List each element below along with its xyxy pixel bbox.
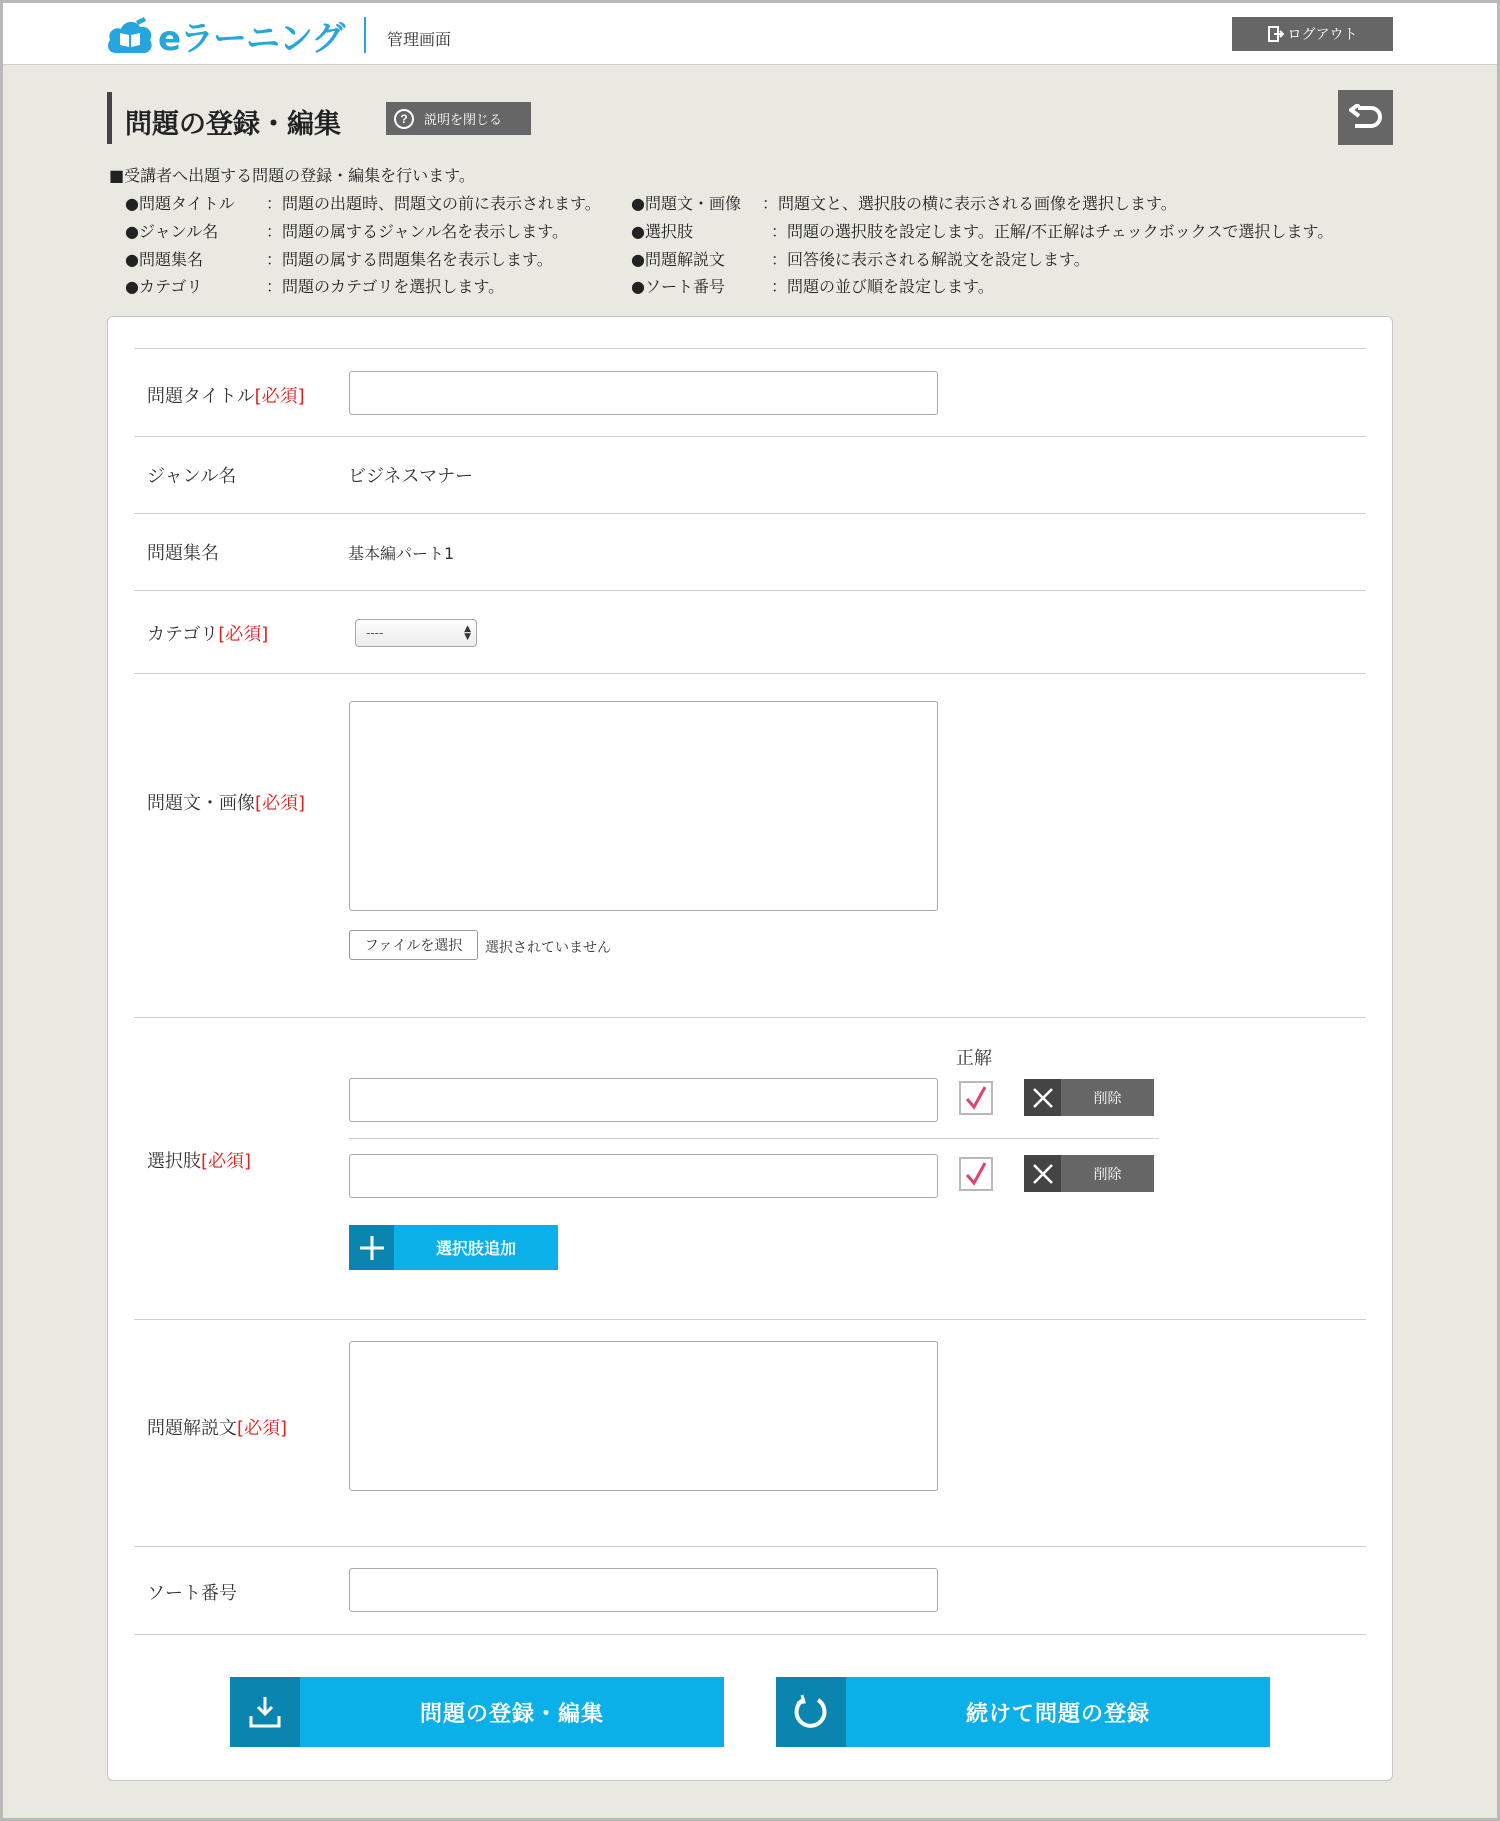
divider: [134, 590, 1366, 591]
divider: [134, 1546, 1366, 1547]
continue-register-button[interactable]: 続けて問題の登録: [776, 1677, 1270, 1747]
add-choice-button[interactable]: 選択肢追加: [349, 1225, 558, 1270]
genre-label: ジャンル名: [147, 466, 237, 487]
desc-item-genre: ●ジャンル名 ：問題の属するジャンル名を表示します。: [125, 222, 569, 241]
question-field-label: 問題文・画像[必須]: [147, 793, 306, 814]
file-select-button[interactable]: ファイルを選択: [349, 930, 478, 960]
required-mark: [必須]: [237, 1418, 288, 1439]
genre-value: ビジネスマナー: [348, 466, 474, 487]
sort-input[interactable]: [349, 1568, 938, 1612]
admin-label: 管理画面: [387, 30, 452, 49]
explanation-textarea[interactable]: [349, 1341, 938, 1491]
correct-header: 正解: [956, 1048, 992, 1069]
required-mark: [必須]: [255, 793, 306, 814]
logo-text: eラーニング: [158, 18, 345, 59]
close-icon: [1024, 1079, 1061, 1116]
desc-item-category: ●カテゴリ ：問題のカテゴリを選択します。: [125, 277, 505, 296]
delete-choice-button[interactable]: 削除: [1024, 1079, 1154, 1116]
collection-value: 基本編パート1: [348, 544, 455, 563]
close-icon: [1024, 1155, 1061, 1192]
logo[interactable]: [106, 13, 344, 57]
delete-choice-button[interactable]: 削除: [1024, 1155, 1154, 1192]
save-question-button[interactable]: 問題の登録・編集: [230, 1677, 724, 1747]
category-select[interactable]: ---- ▲ ▼: [355, 619, 477, 647]
desc-item-sort: ●ソート番号 ：問題の並び順を設定します。: [631, 277, 994, 296]
back-button[interactable]: [1338, 90, 1393, 145]
choice-input[interactable]: [349, 1154, 938, 1198]
close-help-label: 説明を閉じる: [424, 112, 503, 127]
return-arrow-icon: [1349, 104, 1383, 132]
logout-label: ログアウト: [1287, 26, 1358, 42]
desc-item-collection: ●問題集名 ：問題の属する問題集名を表示します。: [125, 250, 553, 269]
title-input[interactable]: [349, 371, 938, 415]
title-accent-bar: [107, 92, 112, 144]
choices-field-label: 選択肢[必須]: [147, 1151, 252, 1172]
checkmark-icon: [963, 1161, 989, 1187]
title-field-label: 問題タイトル[必須]: [147, 386, 305, 407]
question-textarea[interactable]: [349, 701, 938, 911]
select-arrows-icon: ▲ ▼: [464, 624, 471, 642]
sort-label: ソート番号: [147, 1583, 237, 1604]
desc-item-title: ●問題タイトル ：問題の出題時、問題文の前に表示されます。: [125, 194, 601, 213]
close-help-button[interactable]: [386, 102, 531, 135]
divider: [134, 1634, 1366, 1635]
choice-input[interactable]: [349, 1078, 938, 1122]
choice-divider: [349, 1138, 1159, 1139]
checkmark-icon: [963, 1085, 989, 1111]
divider: [134, 673, 1366, 674]
refresh-icon: [776, 1677, 846, 1747]
form-card: [107, 316, 1393, 1781]
required-mark: [必須]: [201, 1151, 252, 1172]
divider: [134, 1319, 1366, 1320]
page-title: 問題の登録・編集: [125, 109, 341, 140]
download-tray-icon: [230, 1677, 300, 1747]
collection-label: 問題集名: [147, 543, 219, 564]
correct-checkbox[interactable]: [959, 1081, 993, 1115]
divider: [134, 436, 1366, 437]
divider: [134, 513, 1366, 514]
correct-checkbox[interactable]: [959, 1157, 993, 1191]
app-header: [3, 3, 1497, 65]
desc-item-question: ●問題文・画像 ：問題文と、選択肢の横に表示される画像を選択します。: [631, 194, 1177, 213]
divider: [134, 348, 1366, 349]
logout-icon: [1268, 26, 1284, 42]
divider: [134, 1017, 1366, 1018]
desc-item-explanation: ●問題解説文 ：回答後に表示される解説文を設定します。: [631, 250, 1090, 269]
file-status: 選択されていません: [485, 940, 611, 956]
logout-button[interactable]: [1232, 17, 1393, 51]
question-icon: ?: [394, 109, 414, 129]
required-mark: [必須]: [254, 386, 305, 407]
header-separator: [364, 17, 366, 53]
cloud-book-icon: [106, 13, 154, 57]
category-field-label: カテゴリ[必須]: [147, 624, 269, 645]
required-mark: [必須]: [218, 624, 269, 645]
description-intro: ■受講者へ出題する問題の登録・編集を行います。: [109, 166, 475, 185]
plus-icon: [349, 1225, 394, 1270]
desc-item-choices: ●選択肢 ：問題の選択肢を設定します。正解/不正解はチェックボックスで選択します。: [631, 222, 1334, 241]
explanation-field-label: 問題解説文[必須]: [147, 1418, 288, 1439]
